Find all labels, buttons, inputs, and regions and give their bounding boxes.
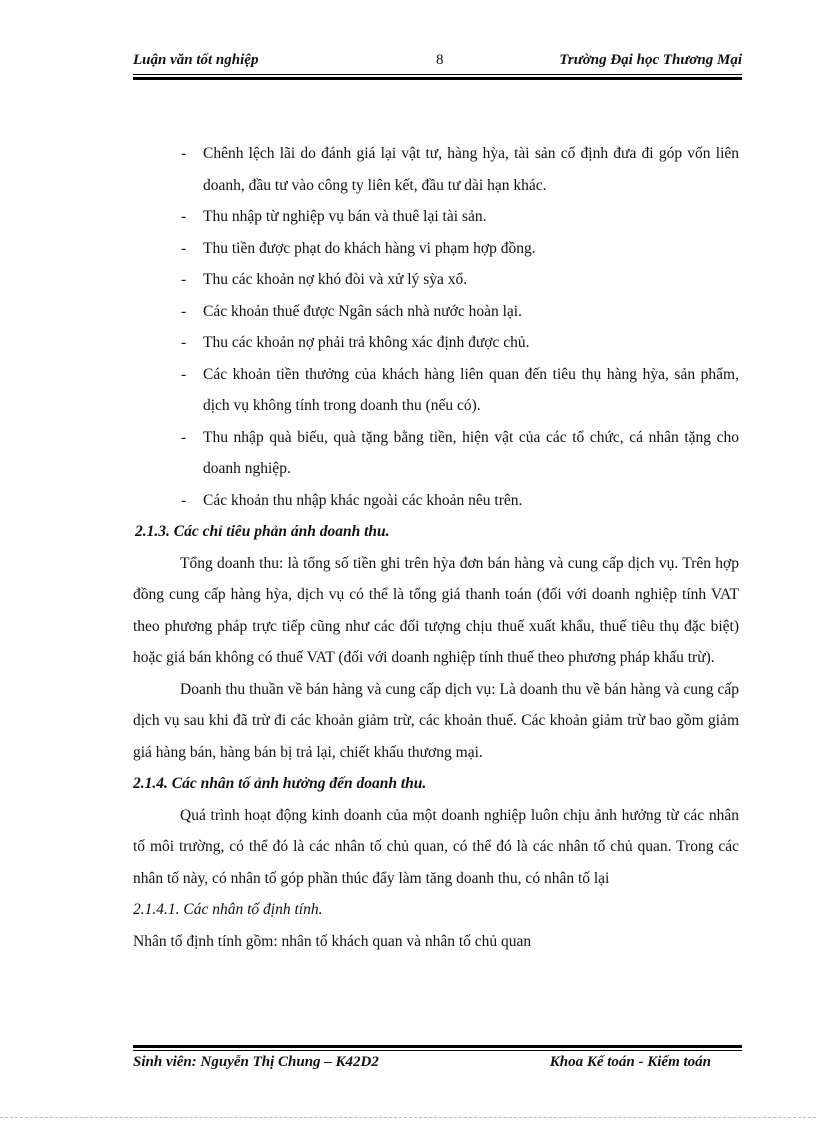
header-rule-thick: [133, 77, 742, 80]
page-break-line: [0, 1117, 816, 1118]
header-university: Trường Đại học Thương Mại: [559, 52, 742, 68]
list-item-text: Các khoản thuế được Ngân sách nhà nước hoàn lại.: [203, 302, 522, 320]
section-heading-2-1-4: 2.1.4. Các nhân tố ảnh hưởng đến doanh thu.: [133, 775, 427, 792]
bullet-dash: -: [181, 302, 187, 320]
footer-rule-thin: [133, 1050, 742, 1051]
list-item: [133, 138, 739, 201]
bullet-dash: -: [181, 208, 187, 225]
paragraph-total-revenue: Tổng doanh thu: là tổng số tiền ghi trên hỳa đơn bán hàng và cung cấp dịch vụ. Trên hợp đồng cung cấp hàng hỳa, dịch vụ có thể là tổng giá thanh toán (đối với doanh nghiệp tính VAT theo phương pháp trực tiếp cũng như các đối tượng chịu thuế xuất khẩu, thuế tiêu thụ đặc biệt) hoặc giá bán không có thuế VAT (đối với doanh nghiệp tính thuế theo phương pháp khấu trừ).: [133, 554, 739, 666]
list-item-text: Thu các khoản nợ phải trả không xác định được chủ.: [203, 334, 530, 351]
list-item-text: Thu tiền được phạt do khách hàng vi phạm hợp đồng.: [203, 239, 536, 257]
page-number: 8: [436, 52, 444, 68]
header-thesis-title: Luận văn tốt nghiệp: [133, 52, 259, 68]
paragraph-qualitative-factors: Nhân tố định tính gồm: nhân tố khách quan và nhân tố chủ quan: [133, 932, 532, 950]
bullet-dash: -: [181, 334, 187, 351]
footer-rule-thick: [133, 1045, 742, 1048]
paragraph-factors: Quá trình hoạt động kinh doanh của một doanh nghiệp luôn chịu ảnh hưởng từ các nhân tố môi trường, có thể đó là các nhân tố chủ quan, có thể đó là các nhân tố chủ quan. Trong các nhân tố này, có nhân tố góp phần thúc đẩy làm tăng doanh thu, có nhân tố lại: [133, 806, 739, 887]
bullet-dash: -: [181, 239, 187, 257]
list-item-text: Thu nhập từ nghiệp vụ bán và thuê lại tài sản.: [203, 208, 487, 225]
list-item: [133, 233, 739, 265]
bullet-dash: -: [181, 428, 187, 446]
list-item-text: Các khoản tiền thưởng của khách hàng liên quan đến tiêu thụ hàng hỳa, sản phẩm, dịch vụ không tính trong doanh thu (nếu có).: [203, 365, 739, 414]
subsection-heading-2-1-4-1: 2.1.4.1. Các nhân tố định tính.: [133, 901, 323, 918]
section-heading-2-1-3: 2.1.3. Các chỉ tiêu phản ánh doanh thu.: [135, 523, 390, 540]
list-item: [133, 359, 739, 422]
paragraph-net-revenue: Doanh thu thuần về bán hàng và cung cấp dịch vụ: Là doanh thu về bán hàng và cung cấp dịch vụ sau khi đã trừ đi các khoản giảm trừ, các khoản thuế. Các khoản giảm trừ bao gồm giảm giá hàng bán, hàng bán bị trả lại, chiết khấu thương mại.: [133, 680, 739, 761]
list-item: [133, 422, 739, 485]
list-item: [133, 201, 739, 233]
bullet-dash: -: [181, 145, 187, 162]
bullet-dash: -: [181, 491, 187, 509]
page-body: [133, 138, 739, 957]
list-item: [133, 327, 739, 359]
list-item-text: Chênh lệch lãi do đánh giá lại vật tư, hàng hỳa, tài sản cố định đưa đi góp vốn liên doanh, đầu tư vào công ty liên kết, đầu tư dài hạn khác.: [203, 145, 739, 194]
footer-department: Khoa Kế toán - Kiểm toán: [549, 1054, 711, 1070]
list-item-text: Các khoản thu nhập khác ngoài các khoản nêu trên.: [203, 491, 523, 509]
page-header: [133, 52, 742, 74]
bullet-dash: -: [181, 271, 187, 288]
list-item: [133, 485, 739, 517]
list-item-text: Thu các khoản nợ khó đòi và xử lý sỳa xổ.: [203, 271, 468, 288]
header-rule-thin: [133, 74, 742, 75]
list-item: [133, 264, 739, 296]
bullet-dash: -: [181, 365, 187, 383]
footer-student: Sinh viên: Nguyễn Thị Chung – K42D2: [133, 1054, 379, 1070]
list-item: [133, 296, 739, 328]
list-item-text: Thu nhập quà biếu, quà tặng bằng tiền, hiện vật của các tổ chức, cá nhân tặng cho doanh nghiệp.: [203, 428, 739, 477]
